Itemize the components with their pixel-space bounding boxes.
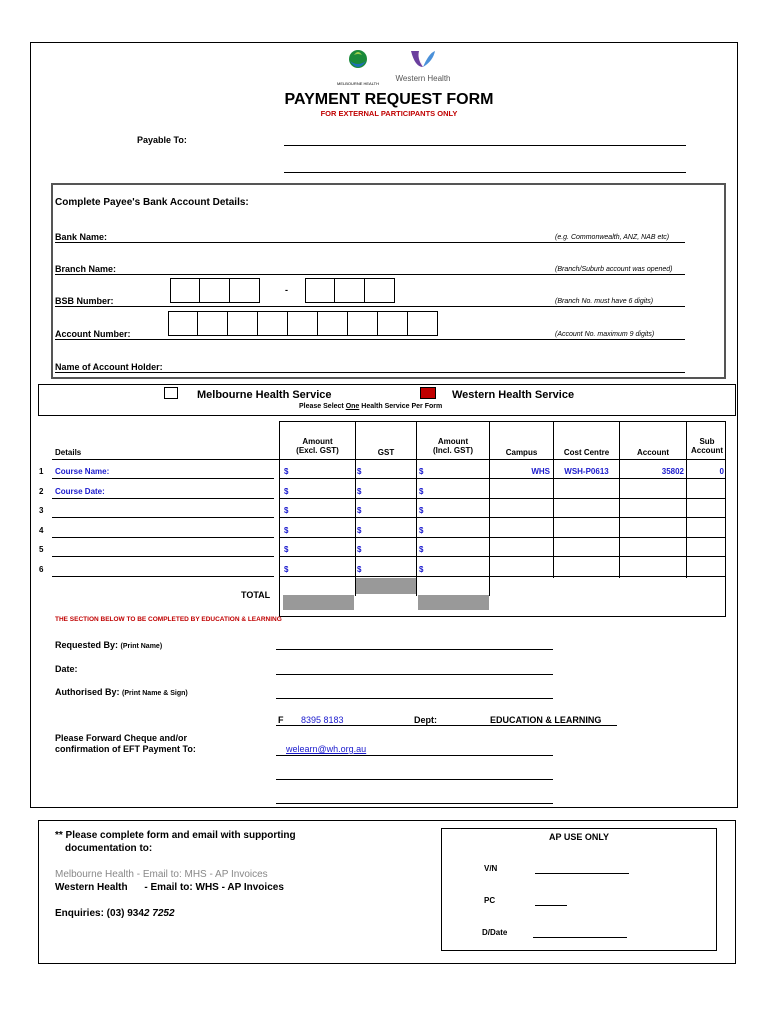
mhs-checkbox[interactable]	[164, 387, 178, 399]
total-label: TOTAL	[241, 590, 271, 600]
mh-email: Melbourne Health - Email to: MHS - AP Invoices	[55, 869, 268, 880]
mhs-label: Melbourne Health Service	[197, 389, 332, 401]
instructions-line-2: documentation to:	[65, 843, 153, 854]
email-field[interactable]	[276, 755, 553, 756]
authorised-by-hint: (Print Name & Sign)	[122, 690, 188, 697]
bank-name-field[interactable]	[55, 242, 685, 243]
row-gst[interactable]: $	[357, 545, 362, 554]
ap-vn-label: V/N	[484, 864, 498, 873]
row-amount-excl[interactable]: $	[284, 506, 289, 515]
row-cost-centre[interactable]: WSH-P0613	[564, 467, 609, 476]
total-excl-gst-cell	[283, 595, 354, 610]
account-holder-field[interactable]	[55, 372, 685, 373]
dept-value: EDUCATION & LEARNING	[490, 715, 602, 725]
row-detail[interactable]: Course Date:	[55, 486, 105, 496]
row-number: 2	[39, 486, 44, 496]
col-divider	[553, 421, 554, 578]
header-account: Account	[637, 448, 669, 457]
ap-vn-field[interactable]	[535, 873, 629, 874]
branch-name-field[interactable]	[55, 274, 685, 275]
wh-email-rest: - Email to: WHS - AP Invoices	[144, 882, 284, 893]
branch-name-label: Branch Name:	[55, 264, 117, 274]
service-note	[299, 403, 442, 410]
header-sub-1: Sub	[699, 437, 715, 446]
row-amount-excl[interactable]: $	[284, 467, 289, 476]
row-number: 3	[39, 506, 44, 515]
payable-to-label: Payable To:	[137, 135, 187, 145]
row-account[interactable]: 35802	[661, 467, 684, 476]
row-gst[interactable]: $	[357, 506, 362, 515]
bsb-label: BSB Number:	[55, 296, 114, 306]
fax-dept-underline	[276, 725, 617, 726]
service-note-post: Health Service Per Form	[359, 403, 443, 410]
header-underline	[279, 459, 726, 460]
total-incl-gst-cell	[418, 595, 489, 610]
row-amount-incl[interactable]: $	[419, 564, 424, 574]
forward-field-3[interactable]	[276, 803, 553, 804]
row-number: 5	[39, 545, 44, 554]
header-details: Details	[55, 448, 82, 457]
row-amount-incl[interactable]: $	[419, 525, 424, 535]
bsb-underline	[55, 306, 685, 307]
account-underline	[55, 339, 685, 340]
account-holder-label: Name of Account Holder:	[55, 362, 163, 372]
whs-label: Western Health Service	[452, 389, 575, 401]
row-amount-incl[interactable]: $	[419, 486, 424, 496]
branch-name-hint: (Branch/Suburb account was opened)	[555, 266, 673, 273]
header-cost-centre: Cost Centre	[563, 448, 610, 457]
row-underline	[279, 478, 726, 479]
row-number: 6	[39, 564, 44, 574]
row-underline	[279, 537, 726, 538]
service-note-one: One	[345, 403, 360, 410]
header-details-underline	[52, 459, 279, 460]
ap-pc-label: PC	[484, 896, 496, 905]
row-gst[interactable]: $	[357, 525, 362, 535]
bsb-boxes-2[interactable]	[305, 278, 395, 303]
western-health-logo	[393, 47, 453, 83]
whs-checkbox[interactable]	[420, 387, 436, 399]
row-number: 4	[39, 525, 44, 535]
instructions-line-1: ** Please complete form and email with supporting	[55, 830, 296, 841]
header-amt-in-2: (Incl. GST)	[433, 446, 473, 455]
date-label: Date:	[55, 664, 78, 674]
header-sub-account	[687, 437, 727, 455]
fax-label: F	[278, 715, 284, 725]
row-gst[interactable]: $	[357, 486, 362, 496]
instructions-text	[55, 829, 296, 855]
row-underline	[279, 498, 726, 499]
row-underline	[279, 517, 726, 518]
row-amount-excl[interactable]: $	[284, 545, 289, 554]
bank-heading: Complete Payee's Bank Account Details:	[55, 197, 249, 208]
row-underline	[279, 556, 726, 557]
section-note: THE SECTION BELOW TO BE COMPLETED BY EDUCATION & LEARNING	[55, 616, 282, 623]
forward-field-2[interactable]	[276, 779, 553, 780]
ap-ddate-label: D/Date	[482, 928, 508, 937]
page-subtitle: FOR EXTERNAL PARTICIPANTS ONLY	[320, 109, 458, 118]
account-number-hint: (Account No. maximum 9 digits)	[555, 331, 655, 338]
row-gst[interactable]: $	[357, 467, 362, 476]
account-number-boxes[interactable]	[168, 311, 438, 336]
bank-name-hint: (e.g. Commonwealth, ANZ, NAB etc)	[555, 234, 670, 241]
bsb-hint: (Branch No. must have 6 digits)	[555, 298, 654, 305]
row-amount-incl[interactable]: $	[419, 467, 424, 476]
email-link[interactable]: welearn@wh.org.au	[286, 744, 367, 754]
ap-title: AP USE ONLY	[548, 832, 610, 842]
ap-pc-field[interactable]	[535, 905, 567, 906]
row-detail-underline	[52, 517, 274, 518]
bank-name-label: Bank Name:	[55, 232, 108, 242]
authorised-by	[55, 687, 188, 697]
requested-by-field[interactable]	[276, 649, 553, 650]
row-detail-underline	[52, 576, 274, 577]
service-selection-box	[38, 384, 736, 416]
row-number: 1	[39, 467, 44, 476]
row-gst[interactable]: $	[357, 564, 362, 574]
requested-by-label: Requested By:	[55, 640, 119, 650]
total-gst-cell	[356, 578, 416, 594]
row-underline	[279, 576, 726, 577]
authorised-by-label: Authorised By:	[55, 687, 120, 697]
row-detail-underline	[52, 498, 274, 499]
fax-number: 8395 8183	[301, 715, 344, 725]
authorised-by-field[interactable]	[276, 698, 553, 699]
header-gst: GST	[377, 448, 395, 457]
account-number-label: Account Number:	[55, 329, 131, 339]
row-detail-underline	[52, 537, 274, 538]
row-detail-underline	[52, 478, 274, 479]
row-amount-incl[interactable]: $	[419, 506, 424, 515]
service-note-pre: Please Select	[299, 403, 346, 410]
col-divider	[619, 421, 620, 578]
requested-by-hint: (Print Name)	[120, 643, 163, 650]
wh-email	[55, 882, 284, 893]
forward-text	[55, 733, 196, 755]
header-amt-ex-2: (Excl. GST)	[296, 446, 339, 455]
ap-ddate-field[interactable]	[533, 937, 627, 938]
page-title: PAYMENT REQUEST FORM	[284, 91, 494, 108]
forward-line-1: Please Forward Cheque and/or	[55, 733, 188, 743]
header-amt-ex	[280, 437, 355, 455]
row-campus[interactable]: WHS	[531, 467, 550, 476]
row-amount-excl[interactable]: $	[284, 564, 289, 574]
forward-line-2: confirmation of EFT Payment To:	[55, 744, 196, 754]
header-sub-2: Account	[691, 446, 723, 455]
melbourne-health-logo	[330, 47, 386, 86]
date-field[interactable]	[276, 674, 553, 675]
wh-email-name: Western Health	[55, 882, 128, 893]
payable-to-field-2[interactable]	[284, 172, 686, 173]
bsb-boxes-1[interactable]	[170, 278, 260, 303]
payable-to-field[interactable]	[284, 145, 686, 146]
row-sub-account[interactable]: 0	[719, 467, 724, 476]
bsb-dash: -	[285, 285, 288, 295]
dept-label: Dept:	[414, 715, 437, 725]
enquiries-post: 2 7252	[143, 908, 175, 919]
enquiries	[55, 908, 175, 919]
row-detail-underline	[52, 556, 274, 557]
row-detail[interactable]: Course Name:	[55, 467, 110, 476]
row-amount-excl[interactable]: $	[284, 525, 289, 535]
row-amount-excl[interactable]: $	[284, 486, 289, 496]
header-amt-in-1: Amount	[437, 437, 469, 446]
melbourne-health-logo-text: MELBOURNE HEALTH	[337, 81, 379, 86]
header-campus: Campus	[505, 448, 538, 457]
requested-by	[55, 640, 162, 650]
western-health-logo-text: Western Health	[395, 74, 451, 83]
header-amt-in	[417, 437, 489, 455]
enquiries-pre: Enquiries: (03) 934	[55, 908, 144, 919]
row-amount-incl[interactable]: $	[419, 545, 424, 554]
header-amt-ex-1: Amount	[302, 437, 333, 446]
